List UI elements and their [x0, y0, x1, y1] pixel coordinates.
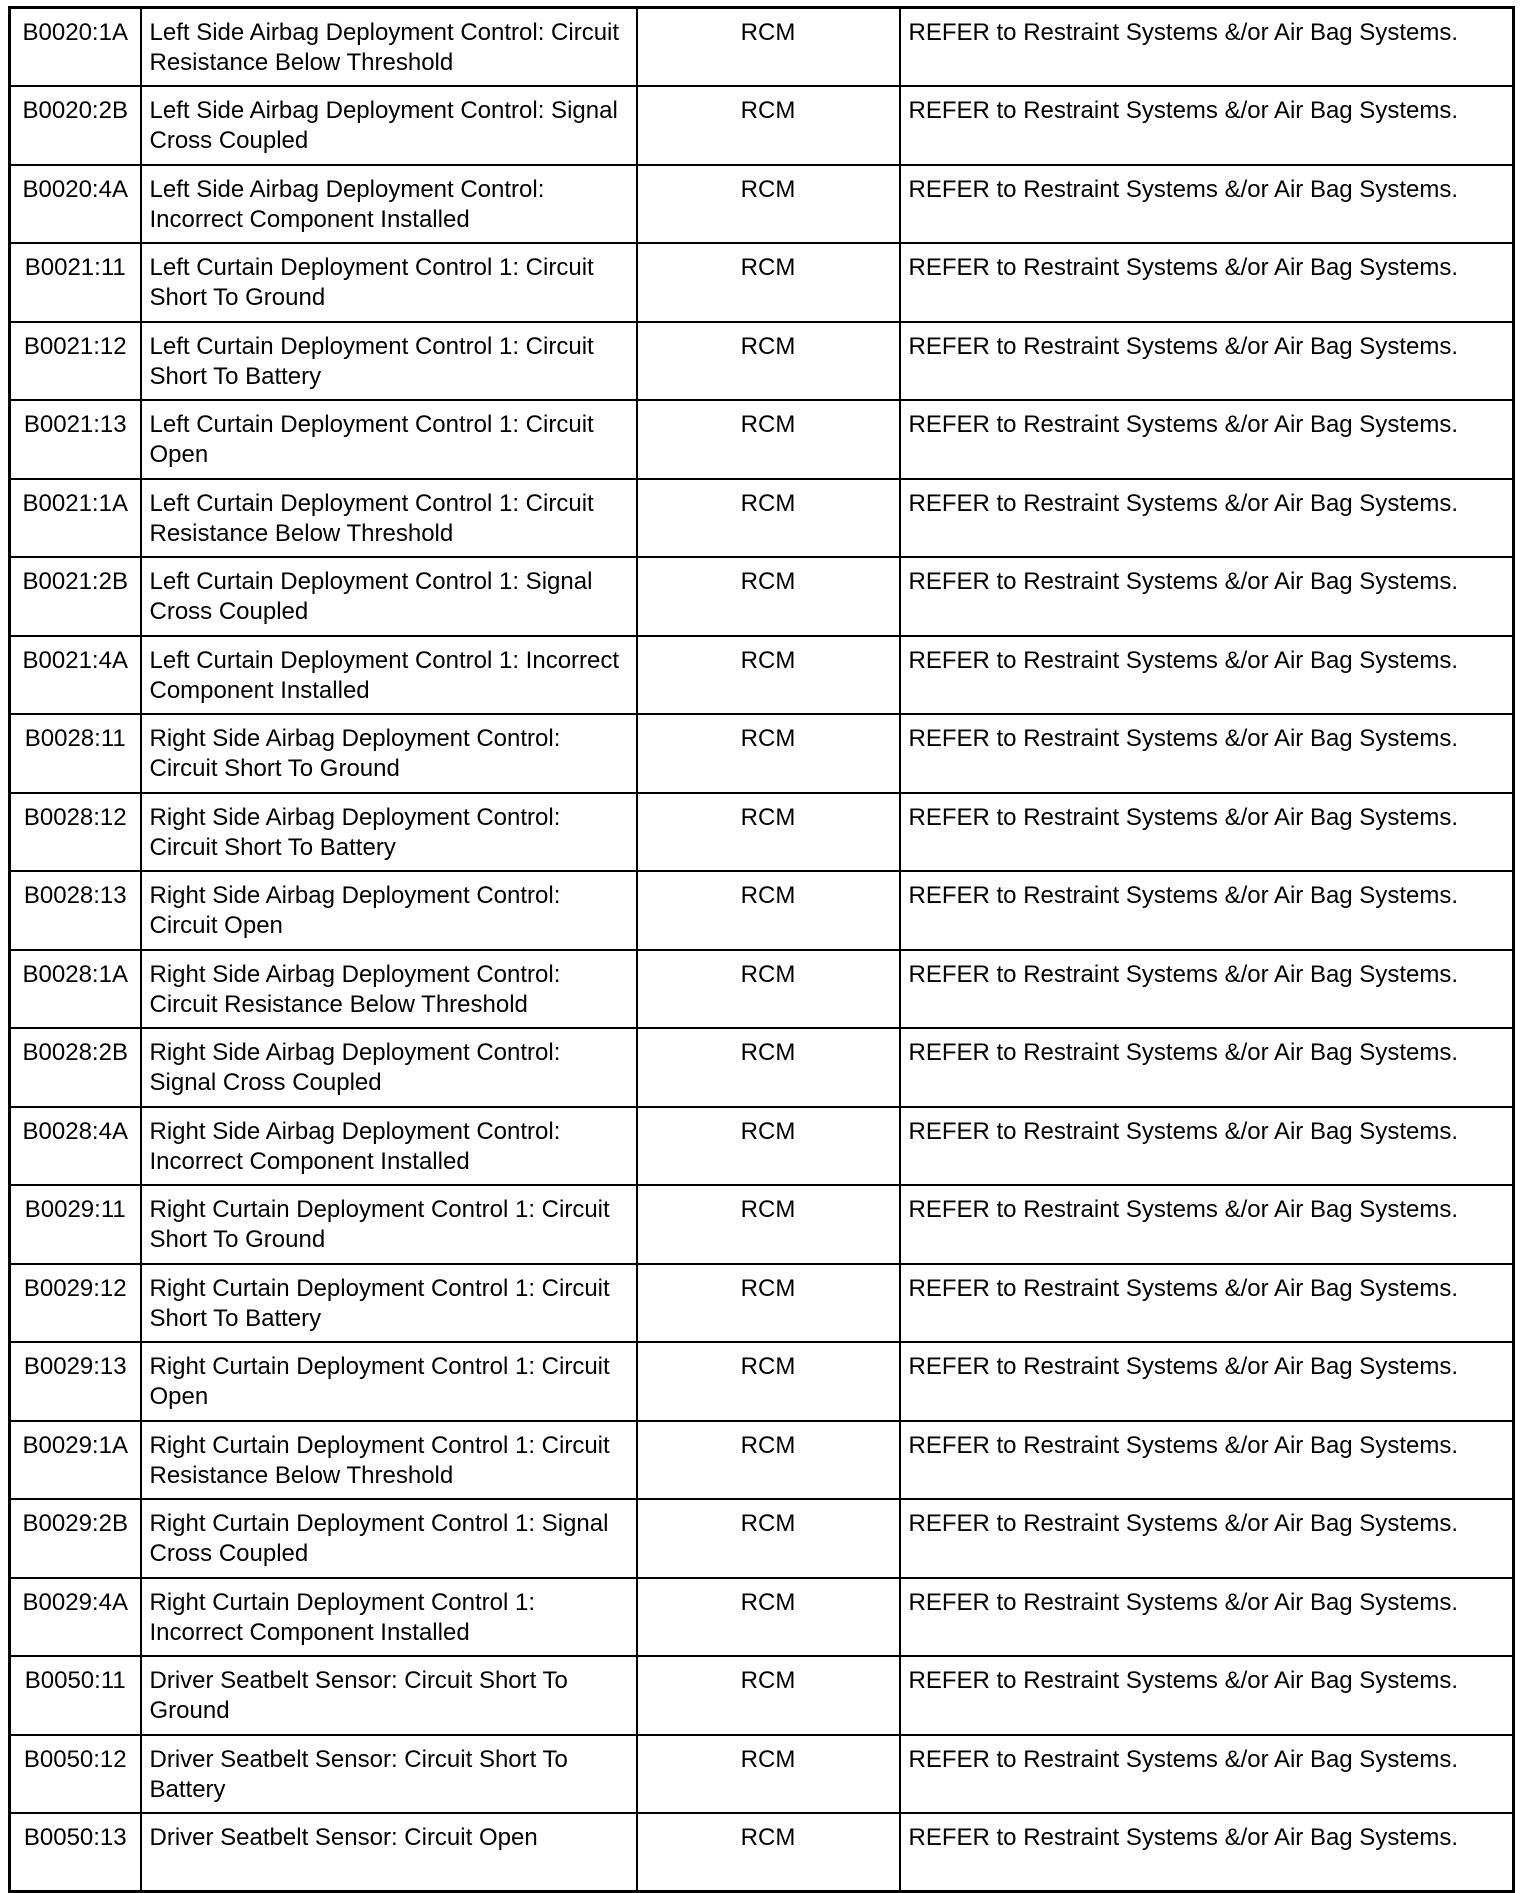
dtc-description: Driver Seatbelt Sensor: Circuit Open: [141, 1813, 637, 1892]
dtc-code: B0028:1A: [10, 950, 141, 1029]
dtc-module: RCM: [637, 322, 900, 401]
dtc-code: B0021:2B: [10, 557, 141, 636]
dtc-module: RCM: [637, 1185, 900, 1264]
dtc-code: B0021:1A: [10, 479, 141, 558]
dtc-action: REFER to Restraint Systems &/or Air Bag Systems.: [900, 950, 1514, 1029]
dtc-description: Left Side Airbag Deployment Control: Circuit Resistance Below Threshold: [141, 8, 637, 87]
dtc-action: REFER to Restraint Systems &/or Air Bag Systems.: [900, 1264, 1514, 1343]
dtc-action: REFER to Restraint Systems &/or Air Bag Systems.: [900, 243, 1514, 322]
dtc-module: RCM: [637, 1264, 900, 1343]
dtc-module: RCM: [637, 400, 900, 479]
table-row: [10, 793, 1514, 872]
dtc-code: B0020:4A: [10, 165, 141, 244]
dtc-code: B0029:12: [10, 1264, 141, 1343]
dtc-code: B0028:2B: [10, 1028, 141, 1107]
dtc-code: B0029:4A: [10, 1578, 141, 1657]
dtc-code: B0021:11: [10, 243, 141, 322]
dtc-table-body: [10, 8, 1514, 1892]
table-row: [10, 400, 1514, 479]
dtc-description: Left Curtain Deployment Control 1: Circuit Open: [141, 400, 637, 479]
dtc-description: Left Curtain Deployment Control 1: Signal Cross Coupled: [141, 557, 637, 636]
dtc-module: RCM: [637, 950, 900, 1029]
table-row: [10, 557, 1514, 636]
dtc-description: Right Curtain Deployment Control 1: Circuit Short To Ground: [141, 1185, 637, 1264]
table-row: [10, 1264, 1514, 1343]
dtc-action: REFER to Restraint Systems &/or Air Bag Systems.: [900, 1735, 1514, 1814]
dtc-action: REFER to Restraint Systems &/or Air Bag Systems.: [900, 1656, 1514, 1735]
table-row: [10, 1656, 1514, 1735]
dtc-module: RCM: [637, 636, 900, 715]
dtc-action: REFER to Restraint Systems &/or Air Bag Systems.: [900, 1028, 1514, 1107]
dtc-code: B0020:2B: [10, 86, 141, 165]
table-row: [10, 322, 1514, 401]
dtc-description: Right Curtain Deployment Control 1: Signal Cross Coupled: [141, 1499, 637, 1578]
table-row: [10, 636, 1514, 715]
table-row: [10, 1499, 1514, 1578]
dtc-code: B0029:2B: [10, 1499, 141, 1578]
dtc-description: Right Side Airbag Deployment Control: Circuit Short To Ground: [141, 714, 637, 793]
dtc-module: RCM: [637, 714, 900, 793]
dtc-action: REFER to Restraint Systems &/or Air Bag Systems.: [900, 1499, 1514, 1578]
dtc-description: Right Side Airbag Deployment Control: Circuit Short To Battery: [141, 793, 637, 872]
table-row: [10, 8, 1514, 87]
dtc-description: Right Curtain Deployment Control 1: Circuit Short To Battery: [141, 1264, 637, 1343]
dtc-action: REFER to Restraint Systems &/or Air Bag Systems.: [900, 86, 1514, 165]
dtc-module: RCM: [637, 243, 900, 322]
table-row: [10, 243, 1514, 322]
dtc-action: REFER to Restraint Systems &/or Air Bag Systems.: [900, 636, 1514, 715]
dtc-action: REFER to Restraint Systems &/or Air Bag Systems.: [900, 400, 1514, 479]
dtc-description: Left Curtain Deployment Control 1: Circuit Short To Ground: [141, 243, 637, 322]
dtc-action: REFER to Restraint Systems &/or Air Bag Systems.: [900, 557, 1514, 636]
table-row: [10, 479, 1514, 558]
dtc-code: B0021:12: [10, 322, 141, 401]
dtc-module: RCM: [637, 1578, 900, 1657]
dtc-action: REFER to Restraint Systems &/or Air Bag Systems.: [900, 1813, 1514, 1892]
dtc-description: Right Curtain Deployment Control 1: Incorrect Component Installed: [141, 1578, 637, 1657]
dtc-action: REFER to Restraint Systems &/or Air Bag Systems.: [900, 1107, 1514, 1186]
dtc-module: RCM: [637, 1028, 900, 1107]
dtc-description: Right Side Airbag Deployment Control: Circuit Open: [141, 871, 637, 950]
dtc-description: Left Curtain Deployment Control 1: Incorrect Component Installed: [141, 636, 637, 715]
dtc-code: B0050:13: [10, 1813, 141, 1892]
dtc-module: RCM: [637, 1813, 900, 1892]
dtc-code: B0050:11: [10, 1656, 141, 1735]
dtc-code: B0028:13: [10, 871, 141, 950]
dtc-module: RCM: [637, 871, 900, 950]
dtc-code: B0050:12: [10, 1735, 141, 1814]
dtc-description: Left Side Airbag Deployment Control: Incorrect Component Installed: [141, 165, 637, 244]
dtc-module: RCM: [637, 8, 900, 87]
table-row: [10, 1578, 1514, 1657]
dtc-action: REFER to Restraint Systems &/or Air Bag Systems.: [900, 8, 1514, 87]
dtc-action: REFER to Restraint Systems &/or Air Bag Systems.: [900, 871, 1514, 950]
dtc-description: Right Curtain Deployment Control 1: Circuit Open: [141, 1342, 637, 1421]
dtc-action: REFER to Restraint Systems &/or Air Bag Systems.: [900, 1185, 1514, 1264]
dtc-description: Right Side Airbag Deployment Control: Signal Cross Coupled: [141, 1028, 637, 1107]
dtc-code: B0020:1A: [10, 8, 141, 87]
dtc-action: REFER to Restraint Systems &/or Air Bag Systems.: [900, 322, 1514, 401]
dtc-module: RCM: [637, 1499, 900, 1578]
dtc-code: B0021:4A: [10, 636, 141, 715]
table-row: [10, 1735, 1514, 1814]
table-row: [10, 165, 1514, 244]
dtc-description: Left Curtain Deployment Control 1: Circuit Short To Battery: [141, 322, 637, 401]
dtc-module: RCM: [637, 1342, 900, 1421]
table-row: [10, 1813, 1514, 1892]
table-row: [10, 1421, 1514, 1500]
dtc-description: Right Side Airbag Deployment Control: Circuit Resistance Below Threshold: [141, 950, 637, 1029]
table-row: [10, 950, 1514, 1029]
dtc-action: REFER to Restraint Systems &/or Air Bag Systems.: [900, 1578, 1514, 1657]
dtc-action: REFER to Restraint Systems &/or Air Bag Systems.: [900, 1342, 1514, 1421]
dtc-action: REFER to Restraint Systems &/or Air Bag Systems.: [900, 479, 1514, 558]
dtc-module: RCM: [637, 1421, 900, 1500]
dtc-description: Right Curtain Deployment Control 1: Circuit Resistance Below Threshold: [141, 1421, 637, 1500]
dtc-description: Left Side Airbag Deployment Control: Signal Cross Coupled: [141, 86, 637, 165]
table-row: [10, 1342, 1514, 1421]
dtc-action: REFER to Restraint Systems &/or Air Bag Systems.: [900, 714, 1514, 793]
table-row: [10, 86, 1514, 165]
dtc-module: RCM: [637, 557, 900, 636]
dtc-module: RCM: [637, 1656, 900, 1735]
dtc-module: RCM: [637, 793, 900, 872]
dtc-module: RCM: [637, 86, 900, 165]
dtc-code: B0029:1A: [10, 1421, 141, 1500]
dtc-module: RCM: [637, 1735, 900, 1814]
dtc-module: RCM: [637, 1107, 900, 1186]
table-row: [10, 871, 1514, 950]
dtc-code: B0028:12: [10, 793, 141, 872]
dtc-code: B0021:13: [10, 400, 141, 479]
dtc-description: Driver Seatbelt Sensor: Circuit Short To Battery: [141, 1735, 637, 1814]
dtc-action: REFER to Restraint Systems &/or Air Bag Systems.: [900, 793, 1514, 872]
table-row: [10, 1028, 1514, 1107]
table-row: [10, 1185, 1514, 1264]
dtc-code: B0028:11: [10, 714, 141, 793]
dtc-code: B0029:11: [10, 1185, 141, 1264]
dtc-module: RCM: [637, 165, 900, 244]
dtc-code: B0028:4A: [10, 1107, 141, 1186]
dtc-description: Right Side Airbag Deployment Control: Incorrect Component Installed: [141, 1107, 637, 1186]
dtc-module: RCM: [637, 479, 900, 558]
dtc-action: REFER to Restraint Systems &/or Air Bag Systems.: [900, 165, 1514, 244]
dtc-description: Driver Seatbelt Sensor: Circuit Short To Ground: [141, 1656, 637, 1735]
dtc-code: B0029:13: [10, 1342, 141, 1421]
table-row: [10, 1107, 1514, 1186]
dtc-table: [8, 6, 1515, 1893]
dtc-description: Left Curtain Deployment Control 1: Circuit Resistance Below Threshold: [141, 479, 637, 558]
table-row: [10, 714, 1514, 793]
dtc-action: REFER to Restraint Systems &/or Air Bag Systems.: [900, 1421, 1514, 1500]
